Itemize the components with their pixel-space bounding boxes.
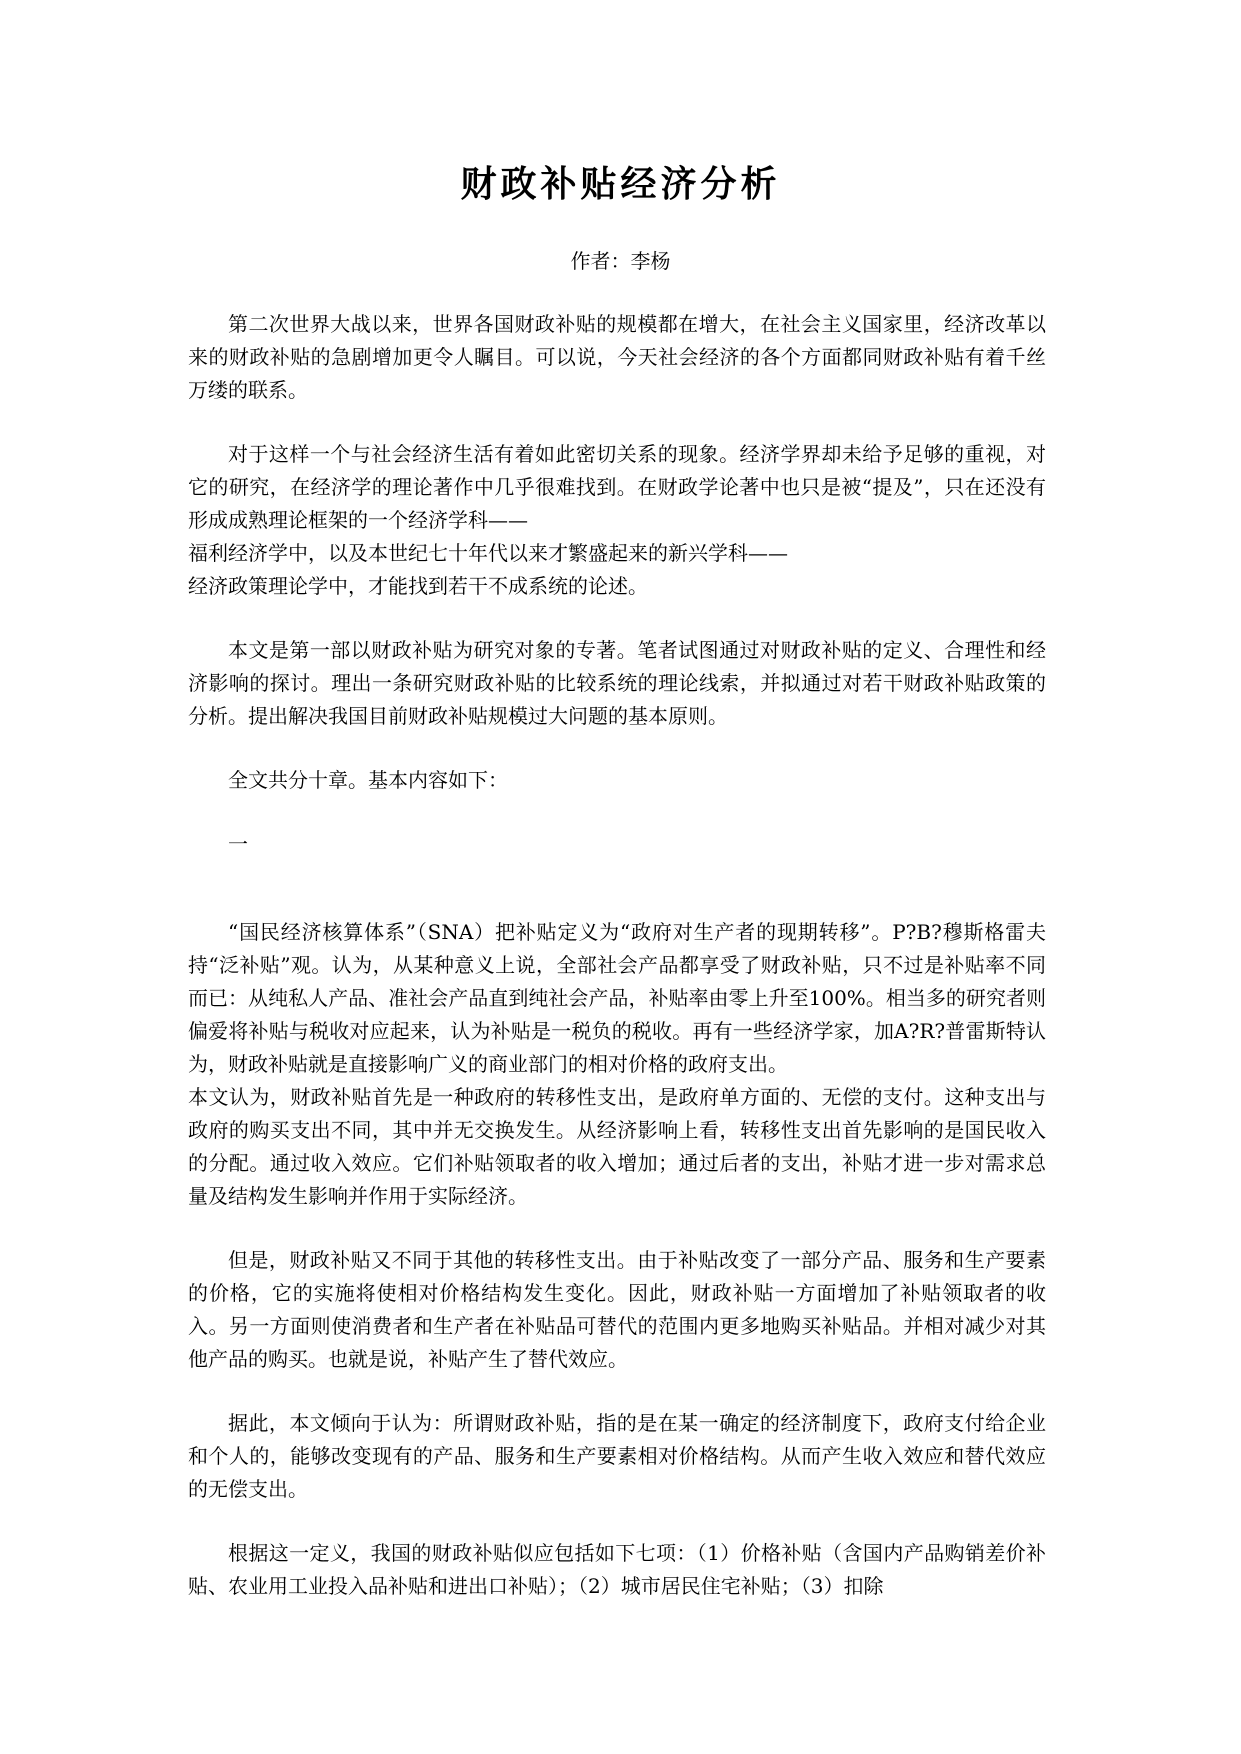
paragraph: 根据这一定义，我国的财政补贴似应包括如下七项：（1）价格补贴（含国内产品购销差价补贴、农业用工业投入品补贴和进出口补贴）；（2）城市居民住宅补贴；（3）扣除 — [188, 1541, 1046, 1598]
paragraph: 本文是第一部以财政补贴为研究对象的专著。笔者试图通过对财政补贴的定义、合理性和经济影响的探讨。理出一条研究财政补贴的比较系统的理论线索，并拟通过对若干财政补贴政策的分析。提出解决我国目前财政补贴规模过大问题的基本原则。 — [188, 638, 1046, 728]
paragraph: 但是，财政补贴又不同于其他的转移性支出。由于补贴改变了一部分产品、服务和生产要素的价格，它的实施将使相对价格结构发生变化。因此，财政补贴一方面增加了补贴领取者的收入。另一方面则使消费者和生产者在补贴品可替代的范围内更多地购买补贴品。并相对减少对其他产品的购买。也就是说，补贴产生了替代效应。 — [188, 1248, 1046, 1371]
paragraph: 第二次世界大战以来，世界各国财政补贴的规模都在增大，在社会主义国家里，经济改革以来的财政补贴的急剧增加更令人瞩目。可以说，今天社会经济的各个方面都同财政补贴有着千丝万缕的联系。 — [188, 312, 1046, 402]
paragraph: 经济政策理论学中，才能找到若干不成系统的论述。 — [188, 574, 648, 598]
paragraph: “国民经济核算体系”（SNA）把补贴定义为“政府对生产者的现期转移”。P?B?穆斯格雷夫持“泛补贴”观。认为，从某种意义上说，全部社会产品都享受了财政补贴，只不过是补贴率不同而已：从纯私人产品、准社会产品直到纯社会产品，补贴率由零上升至100%。相当多的研究者则偏爱将补贴与税收对应起来，认为补贴是一税负的税收。再有一些经济学家，加A?R?普雷斯特认为，财政补贴就是直接影响广义的商业部门的相对价格的政府支出。 — [188, 920, 1046, 1076]
paragraph: 全文共分十章。基本内容如下： — [228, 768, 508, 792]
paragraph: 福利经济学中，以及本世纪七十年代以来才繁盛起来的新兴学科—— — [188, 541, 788, 565]
paragraph: 对于这样一个与社会经济生活有着如此密切关系的现象。经济学界却未给予足够的重视，对它的研究，在经济学的理论著作中几乎很难找到。在财政学论著中也只是被“提及”，只在还没有形成成熟理论框架的一个经济学科—— — [188, 442, 1046, 532]
paragraph: 据此，本文倾向于认为：所谓财政补贴，指的是在某一确定的经济制度下，政府支付给企业和个人的，能够改变现有的产品、服务和生产要素相对价格结构。从而产生收入效应和替代效应的无偿支出。 — [188, 1411, 1046, 1501]
document-body — [188, 308, 1046, 1634]
paragraph: 本文认为，财政补贴首先是一种政府的转移性支出，是政府单方面的、无偿的支付。这种支出与政府的购买支出不同，其中并无交换发生。从经济影响上看，转移性支出首先影响的是国民收入的分配。通过收入效应。它们补贴领取者的收入增加；通过后者的支出，补贴才进一步对需求总量及结构发生影响并作用于实际经济。 — [188, 1085, 1046, 1208]
document-title: 财政补贴经济分析 — [460, 164, 781, 205]
document-author: 作者：李杨 — [570, 249, 671, 273]
section-number: 一 — [228, 832, 248, 856]
